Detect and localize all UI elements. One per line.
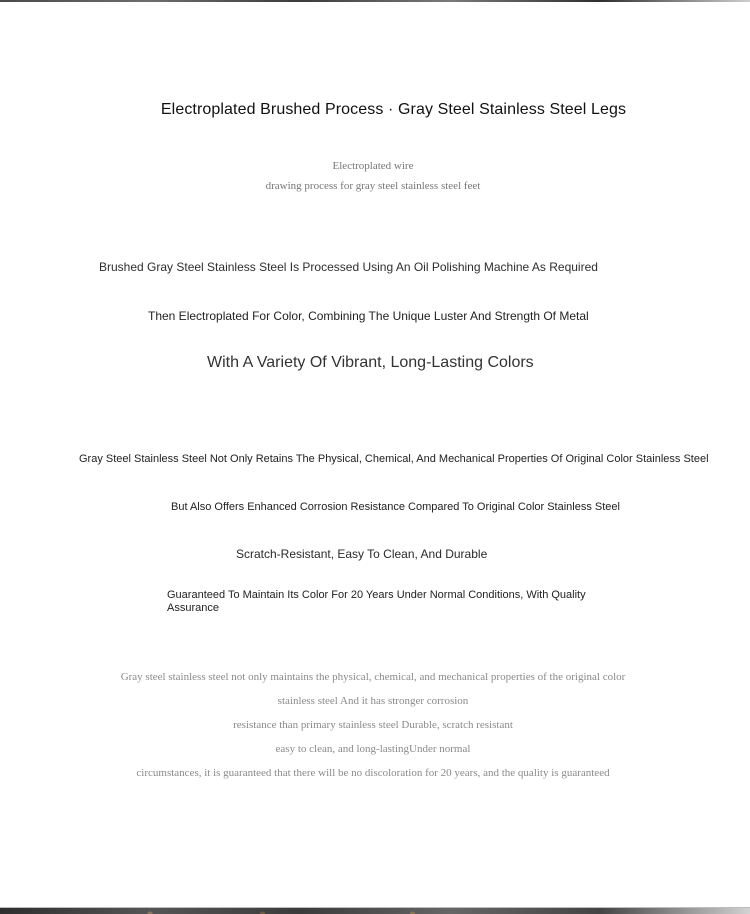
subtitle-line-2: drawing process for gray steel stainless steel feet [265,180,481,192]
description-line: stainless steel And it has stronger corrosion [277,695,469,707]
top-image-strip [0,0,750,2]
feature-line-2: Then Electroplated For Color, Combining The Unique Luster And Strength Of Metal [148,309,589,323]
description-line: Gray steel stainless steel not only maintains the physical, chemical, and mechanical properties of the original color [120,671,626,683]
property-line-3: Scratch-Resistant, Easy To Clean, And Durable [236,547,488,561]
property-line-1: Gray Steel Stainless Steel Not Only Retains The Physical, Chemical, And Mechanical Properties Of Original Color Stainless Steel [79,453,709,465]
feature-line-1: Brushed Gray Steel Stainless Steel Is Processed Using An Oil Polishing Machine As Required [99,260,598,274]
page-title: Electroplated Brushed Process · Gray Steel Stainless Steel Legs [160,101,627,118]
description-paragraph [0,665,746,785]
description-line: circumstances, it is guaranteed that there will be no discoloration for 20 years, and the quality is guaranteed [136,767,610,779]
description-line: resistance than primary stainless steel Durable, scratch resistant [233,719,513,731]
property-line-2: But Also Offers Enhanced Corrosion Resistance Compared To Original Color Stainless Steel [171,501,620,513]
feature-line-3: With A Variety Of Vibrant, Long-Lasting Colors [207,354,534,371]
subtitle-line-1: Electroplated wire [332,160,414,172]
property-line-4: Guaranteed To Maintain Its Color For 20 Years Under Normal Conditions, With Quality Assurance [167,589,586,614]
description-line: easy to clean, and long-lastingUnder normal [275,743,471,755]
subtitle-block [0,156,746,196]
